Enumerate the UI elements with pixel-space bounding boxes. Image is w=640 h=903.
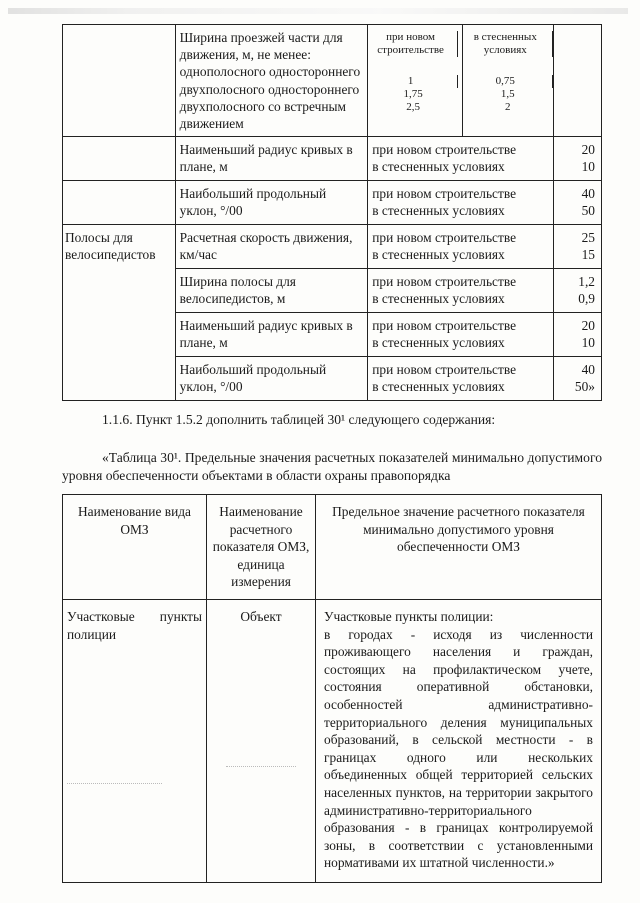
omz-type: Участковые пункты полиции: [67, 608, 202, 642]
value-cell: [553, 357, 601, 401]
cond-cell: [368, 137, 553, 181]
param-cell: Расчетная скорость движения, км/час: [175, 225, 368, 269]
value: 20: [581, 142, 595, 158]
value-cell: [553, 181, 601, 225]
empty-cell: [553, 25, 601, 137]
cond-new: при новом строительстве: [372, 230, 517, 246]
value: 50: [581, 203, 595, 219]
head-cramped: в стесненных условиях: [463, 31, 553, 57]
cond-new: при новом строительстве: [372, 318, 517, 334]
value-cell: [316, 599, 602, 882]
param-line: двухполосного со встречным движением: [179, 98, 346, 132]
table-row: [63, 181, 602, 225]
value: 1,5: [500, 88, 515, 100]
table-caption: «Таблица 30¹. Предельные значения расчетных показателей минимально допустимого уровня обеспеченности объектами в области охраны правопорядка: [62, 450, 602, 483]
value: 1: [368, 75, 458, 88]
value-cell: [553, 269, 601, 313]
table-row: [63, 225, 602, 269]
cond-cell: [368, 181, 553, 225]
empty-cell: [63, 181, 176, 225]
cramped-col: [463, 25, 553, 136]
header-row: [63, 495, 602, 600]
cond-cramped: в стесненных условиях: [372, 291, 505, 307]
value: 0,9: [578, 291, 595, 307]
param-line: однополосного одностороннего: [179, 64, 361, 80]
param-cell: Наибольший продольный уклон, °/00: [175, 181, 368, 225]
type-cell: [63, 599, 207, 882]
param-cell: [175, 25, 368, 137]
section-cell: Полосы для велосипедистов: [63, 225, 176, 401]
value: 50»: [574, 379, 595, 395]
road-params-table: [62, 24, 602, 401]
value: 2: [505, 101, 511, 113]
new-build-col: [368, 25, 463, 136]
col-header: Наименование вида ОМЗ: [63, 495, 207, 600]
col-header: Предельное значение расчетного показателя минимально допустимого уровня обеспеченности ОМЗ: [316, 495, 602, 600]
value-body: в городах - исходя из численности проживающего населения и граждан, состоящих на профилактическом учете, состояния оперативной обстановки, особенностей административно-территориального деления муниципальных образований, в сельской местности - в границах одного или нескольких объединенных общей территорией сельских населенных пунктов, на территории закрытого административно-территориального образования - в границах контролируемой зоны, в соответствии с установленными нормативами их штатной численности.»: [324, 626, 593, 871]
table-row: [63, 25, 602, 137]
param-cell: Наименьший радиус кривых в плане, м: [175, 313, 368, 357]
dotted-line: [67, 783, 162, 784]
table-row: [63, 137, 602, 181]
cond-cramped: в стесненных условиях: [372, 203, 505, 219]
head-new: при новом строительстве: [368, 31, 458, 57]
indicator-cell: [207, 599, 316, 882]
value: 40: [581, 186, 595, 202]
param-cell: Ширина полосы для велосипедистов, м: [175, 269, 368, 313]
value: 15: [581, 247, 595, 263]
cond-new: при новом строительстве: [372, 362, 517, 378]
cond-cell: [368, 225, 553, 269]
col-header: Наименование расчетного показателя ОМЗ, единица измерения: [207, 495, 316, 600]
cond-new: при новом строительстве: [372, 274, 517, 290]
cond-cell: [368, 357, 553, 401]
value: 20: [581, 318, 595, 334]
value-title: Участковые пункты полиции:: [324, 608, 494, 624]
indicator: Объект: [240, 608, 282, 624]
value-cell: [553, 137, 601, 181]
cond-cell: [368, 313, 553, 357]
cond-new: при новом строительстве: [372, 186, 517, 202]
value: 1,75: [403, 88, 423, 100]
value: 10: [581, 159, 595, 175]
value-cell: [553, 313, 601, 357]
value: 25: [581, 230, 595, 246]
amendment-paragraph: 1.1.6. Пункт 1.5.2 дополнить таблицей 30¹ следующего содержания:: [102, 412, 496, 427]
param-line: двухполосного одностороннего: [179, 81, 360, 97]
cond-new: при новом строительстве: [372, 142, 517, 158]
param-line: Ширина проезжей части для движения, м, не менее:: [179, 30, 343, 63]
cond-cell: [368, 269, 553, 313]
scan-edge-artifact: [8, 8, 628, 14]
param-cell: Наибольший продольный уклон, °/00: [175, 357, 368, 401]
cond-cramped: в стесненных условиях: [372, 159, 505, 175]
value: 2,5: [406, 101, 420, 113]
cond-cramped: в стесненных условиях: [372, 247, 505, 263]
cond-cell: [368, 25, 553, 137]
dotted-line: [226, 766, 296, 767]
table-row: [63, 599, 602, 882]
value: 0,75: [463, 75, 553, 88]
value: 10: [581, 335, 595, 351]
value: 1,2: [578, 274, 595, 290]
police-points-table: [62, 494, 602, 883]
cond-cramped: в стесненных условиях: [372, 335, 505, 351]
cond-cramped: в стесненных условиях: [372, 379, 505, 395]
value-cell: [553, 225, 601, 269]
value: 40: [581, 362, 595, 378]
empty-cell: [63, 137, 176, 181]
empty-cell: [63, 25, 176, 137]
param-cell: Наименьший радиус кривых в плане, м: [175, 137, 368, 181]
